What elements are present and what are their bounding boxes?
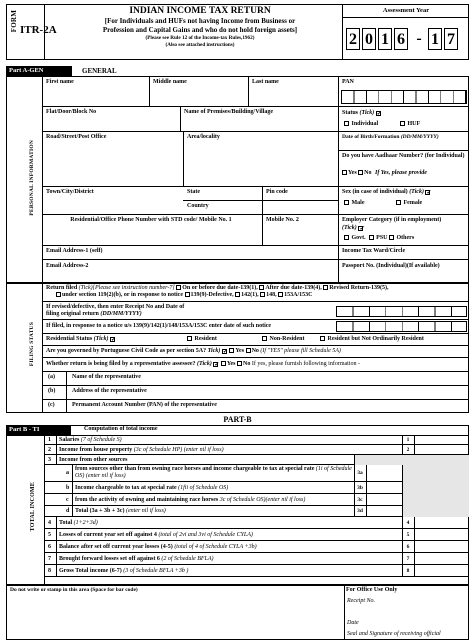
res-nonresident-option[interactable]: Non-Resident	[262, 336, 305, 343]
year-digit-box: 2	[346, 28, 360, 50]
income-row-hint: (1+2+3d)	[73, 519, 98, 526]
income-row	[44, 541, 469, 553]
income-row-label: Gross Total income (6-7)	[59, 567, 122, 574]
income-row	[44, 482, 469, 494]
receipt-no-label: Receipt No.	[347, 598, 375, 604]
income-row-label: Salaries	[59, 436, 80, 443]
rep-row-label: Name of the representative	[72, 374, 141, 380]
office-use-label: For Office Use Only	[346, 587, 398, 593]
area-label: Area/locality	[187, 134, 220, 140]
income-row-code: 5	[406, 531, 410, 538]
checkbox-icon	[56, 292, 61, 297]
barcode-area-note: Do not write or stamp in this area (Space for bar code)	[10, 587, 138, 593]
income-row-number: 6	[48, 543, 51, 550]
checkbox-icon	[278, 292, 283, 297]
income-row-number: d	[66, 508, 70, 514]
checkbox-icon	[246, 348, 251, 353]
income-row	[44, 435, 469, 445]
income-amount-field[interactable]	[367, 465, 402, 482]
sex-male-option[interactable]: Male	[344, 200, 365, 207]
checkbox-icon	[237, 361, 242, 366]
form-subtitle-2: Profession and Capital Gains and who do not hold foreign assets]	[102, 26, 298, 34]
sex-female-option[interactable]: Female	[396, 200, 422, 207]
income-row-number: b	[66, 484, 70, 491]
road-label: Road/Street/Post Office	[46, 134, 107, 140]
revised-label-2: filing original return (DD/MM/YYYY)	[46, 311, 142, 317]
status-label: Status (Tick) ✓	[342, 110, 382, 117]
check-icon	[213, 362, 218, 367]
employer-check-icon	[358, 226, 363, 231]
form-label: FORM	[10, 10, 18, 33]
income-row-number: 5	[48, 531, 51, 538]
income-amount-field[interactable]	[367, 506, 402, 517]
checkbox-icon	[235, 292, 240, 297]
income-row	[44, 529, 469, 541]
shaded-cell	[402, 506, 469, 517]
part-b-title: PART-B	[223, 415, 252, 424]
residential-status-line[interactable]: Residential Status (Tick) ✓	[46, 336, 116, 343]
income-row-code: 3b	[357, 484, 363, 491]
part-a-label-text: Part A-GEN	[9, 67, 44, 74]
year-digit-box: 7	[444, 28, 458, 50]
form-code: ITR-2A	[20, 24, 57, 36]
checkbox-icon	[344, 121, 349, 126]
checkbox-icon	[344, 235, 349, 240]
check-icon	[110, 337, 115, 342]
checkbox-icon	[229, 348, 234, 353]
income-row-code: 1	[406, 436, 410, 443]
income-row	[44, 445, 469, 455]
income-row-hint: (1fii of Schedule OS)	[178, 484, 229, 491]
income-row-label: Balance after set off current year losses (4-5)	[59, 543, 173, 550]
income-row	[44, 465, 469, 482]
income-row-label: Income chargeable to tax at special rate	[75, 484, 177, 491]
notice-date-cells[interactable]	[336, 321, 467, 332]
aadhaar-question: Do you have Aadhaar Number? (for Individual)	[342, 153, 465, 159]
income-row-number: c	[66, 496, 69, 503]
rep-row-key: (b)	[48, 388, 56, 394]
dob-label: Date of Birth/Formation (DD/MM/YYYY)	[342, 134, 439, 140]
income-row-label: Total	[59, 519, 73, 526]
income-row-number: 7	[48, 555, 51, 562]
aadhaar-options[interactable]: Yes No If Yes, please provide	[342, 170, 427, 177]
mobile2-label: Mobile No. 2	[266, 217, 299, 223]
income-row-number: 8	[48, 567, 51, 574]
income-row-hint: (2 of Schedule BFLA)	[161, 555, 214, 562]
income-row	[44, 455, 469, 465]
shaded-cell	[402, 465, 469, 482]
checkbox-icon	[342, 170, 347, 175]
part-a-section-label	[6, 66, 72, 76]
return-filed-line[interactable]: Return filed (Tick)[Please see instruction number-7] On or before due date-139(1), After due date-139(4), Revised Return-139(5),	[46, 285, 389, 291]
res-rnor-option[interactable]: Resident but Not Ordinarily Resident	[320, 336, 424, 343]
status-individual-option[interactable]: Individual	[344, 121, 378, 128]
checkbox-icon	[369, 235, 374, 240]
revised-label-1: If revised/defective, then enter Receipt No and Date of	[46, 304, 185, 310]
checkbox-icon	[176, 285, 181, 290]
form-subtitle-4: (Also see attached instructions)	[165, 42, 235, 48]
income-row-hint: (3c of Schedule HP) (enter nil if loss)	[133, 446, 224, 453]
income-amount-field[interactable]	[367, 494, 402, 506]
checkbox-icon	[400, 121, 405, 126]
year-digit-box: 1	[428, 28, 442, 50]
checkbox-icon	[262, 336, 267, 341]
income-row-code: 2	[406, 446, 410, 453]
checkbox-icon	[344, 200, 349, 205]
portuguese-line[interactable]: Are you governed by Portuguese Civil Code as per section 5A? Tick) ✓ Yes No (If "YES" please fill Schedule 5A)	[46, 348, 341, 355]
status-check-icon	[376, 111, 381, 116]
income-amount-field[interactable]	[415, 529, 469, 541]
res-resident-option[interactable]: Resident	[187, 336, 217, 343]
income-row-code: 4	[406, 519, 410, 526]
year-digit-box: 6	[394, 28, 408, 50]
checkbox-icon	[221, 361, 226, 366]
part-a-title: GENERAL	[82, 67, 117, 75]
income-row-label: Brought forward losses set off against 6	[59, 555, 160, 562]
income-row-label: Income from house property	[59, 446, 133, 453]
income-amount-field[interactable]	[415, 435, 469, 445]
income-row-hint: (enter nil if loss)	[125, 508, 166, 514]
income-amount-field[interactable]	[415, 565, 469, 577]
income-row	[44, 506, 469, 517]
income-amount-field[interactable]	[415, 553, 469, 565]
sex-label: Sex (in case of individual) (Tick) ✓	[342, 189, 431, 196]
status-huf-option[interactable]: HUF	[400, 121, 420, 128]
income-row-hint: (total of 2vi and 3vi of Schedule CYLA)	[158, 531, 253, 538]
income-row-hint: (7 of Schedule S)	[80, 436, 122, 443]
form-subtitle-1: [For Individuals and HUFs not having Income from Business or	[104, 17, 296, 25]
representative-line[interactable]: Whether return is being filed by a representative assessee? (Tick) ✓ Yes No If yes, please furnish following information -	[46, 361, 360, 368]
income-row-code: 3d	[357, 508, 363, 514]
ward-label: Income Tax Ward/Circle	[342, 248, 406, 254]
income-amount-field[interactable]	[415, 517, 469, 529]
email1-label: Email Address-1 (self)	[46, 248, 103, 254]
part-b-section-title: Computation of total income	[84, 426, 158, 432]
income-row-label: Losses of current year set off against 4	[59, 531, 157, 538]
pin-label: Pin code	[266, 189, 288, 195]
year-separator: -	[416, 30, 422, 47]
date-label: Date	[347, 620, 359, 626]
personal-info-side-label: PERSONAL INFORMATION	[29, 140, 35, 216]
income-row-label: Income from other sources	[59, 456, 128, 463]
filing-status-side-label: FILING STATUS	[29, 322, 35, 367]
employer-options[interactable]: Govt. PSU Others	[344, 235, 414, 242]
employer-hint: (Tick) ✓	[342, 225, 364, 232]
income-amount-field[interactable]	[415, 541, 469, 553]
checkbox-icon	[187, 336, 192, 341]
email2-label: Email Address-2	[46, 263, 89, 269]
notice-date-label: If filed, in response to a notice u/s 139(9)/142(1)/148/153A/153C enter date of such notice	[46, 323, 272, 329]
income-row	[44, 565, 469, 577]
income-amount-field[interactable]	[367, 482, 402, 494]
income-row-hint: (3 of Schedule BFLA +3b )	[123, 567, 189, 574]
checkbox-icon	[320, 336, 325, 341]
rep-row-key: (c)	[48, 402, 55, 408]
last-name-label: Last name	[252, 79, 279, 85]
town-label: Town/City/District	[46, 189, 94, 195]
flat-label: Flat/Door/Block No	[46, 109, 97, 115]
employer-label: Employer Category (if in employment)	[342, 217, 442, 223]
middle-name-label: Middle name	[153, 79, 187, 85]
check-icon	[222, 349, 227, 354]
seal-label: Seal and Signature of receiving official	[347, 631, 441, 637]
year-digit-box: 0	[362, 28, 376, 50]
rep-row-key: (a)	[48, 374, 55, 380]
pan-label: PAN	[342, 79, 354, 85]
state-label: State	[187, 189, 200, 195]
sex-check-icon	[425, 190, 430, 195]
income-row-label: from sources other than from owning race horses and income chargeable to tax at special rate	[75, 466, 315, 472]
part-b-section-label: Part B - TI	[6, 425, 70, 435]
passport-label: Passport No. (Individual)(If available)	[342, 263, 440, 269]
checkbox-icon	[260, 292, 265, 297]
income-row-hint: (total of 4 of Schedule CYLA +3b)	[174, 543, 257, 550]
income-row-code: 7	[406, 555, 410, 562]
revised-date-cells[interactable]	[336, 306, 467, 317]
income-row-number: a	[66, 470, 69, 476]
country-label: Country	[187, 203, 209, 209]
pan-input-cells[interactable]	[341, 90, 467, 104]
form-subtitle-3: (Please see Rule 12 of the Income-tax Rules,1962)	[145, 35, 255, 41]
form-title: INDIAN INCOME TAX RETURN	[129, 6, 271, 16]
phone-label: Residential/Office Phone Number with STD code/ Mobile No. 1	[70, 217, 232, 223]
checkbox-icon	[358, 170, 363, 175]
income-row-number: 3	[48, 456, 51, 463]
shaded-cell	[402, 482, 469, 494]
under-section-line[interactable]: under section 119(2)(b), or in response to notice 139(9)-Defective, 142(1), 148, 153A/153C	[56, 292, 313, 299]
checkbox-icon	[323, 285, 328, 290]
total-income-side-label: TOTAL INCOME	[30, 482, 36, 532]
checkbox-icon	[185, 292, 190, 297]
shaded-cell	[402, 494, 469, 506]
first-name-label: First name	[46, 79, 74, 85]
shaded-cell	[354, 455, 469, 465]
year-digit-box: 1	[378, 28, 392, 50]
income-row	[44, 553, 469, 565]
rep-row-label: Permanent Account Number (PAN) of the representative	[72, 402, 217, 408]
income-row-label: from the activity of owning and maintaining race horses	[75, 496, 219, 503]
income-row	[44, 494, 469, 506]
checkbox-icon	[259, 285, 264, 290]
checkbox-icon	[389, 235, 394, 240]
income-row-code: 6	[406, 543, 410, 550]
rep-row-label: Address of the representative	[72, 388, 147, 394]
income-amount-field[interactable]	[415, 445, 469, 455]
income-row-label: Total (3a + 3b + 3c)	[75, 508, 125, 514]
income-row-hint: (1i of Schedule OS) (enter nil if loss)	[75, 466, 352, 479]
checkbox-icon	[396, 200, 401, 205]
income-row-number: 1	[48, 436, 51, 443]
income-row-hint: 3c of Schedule OS)(enter nil if loss)	[219, 496, 306, 503]
income-row-code: 3c	[357, 496, 363, 503]
income-row-code: 3a	[357, 470, 363, 476]
premises-label: Name of Premises/Building/Village	[184, 109, 273, 115]
assessment-year-label: Assessment Year	[382, 7, 430, 14]
income-row	[44, 517, 469, 529]
income-row-code: 8	[406, 567, 410, 574]
income-row-number: 4	[48, 519, 51, 526]
income-row-number: 2	[48, 446, 51, 453]
